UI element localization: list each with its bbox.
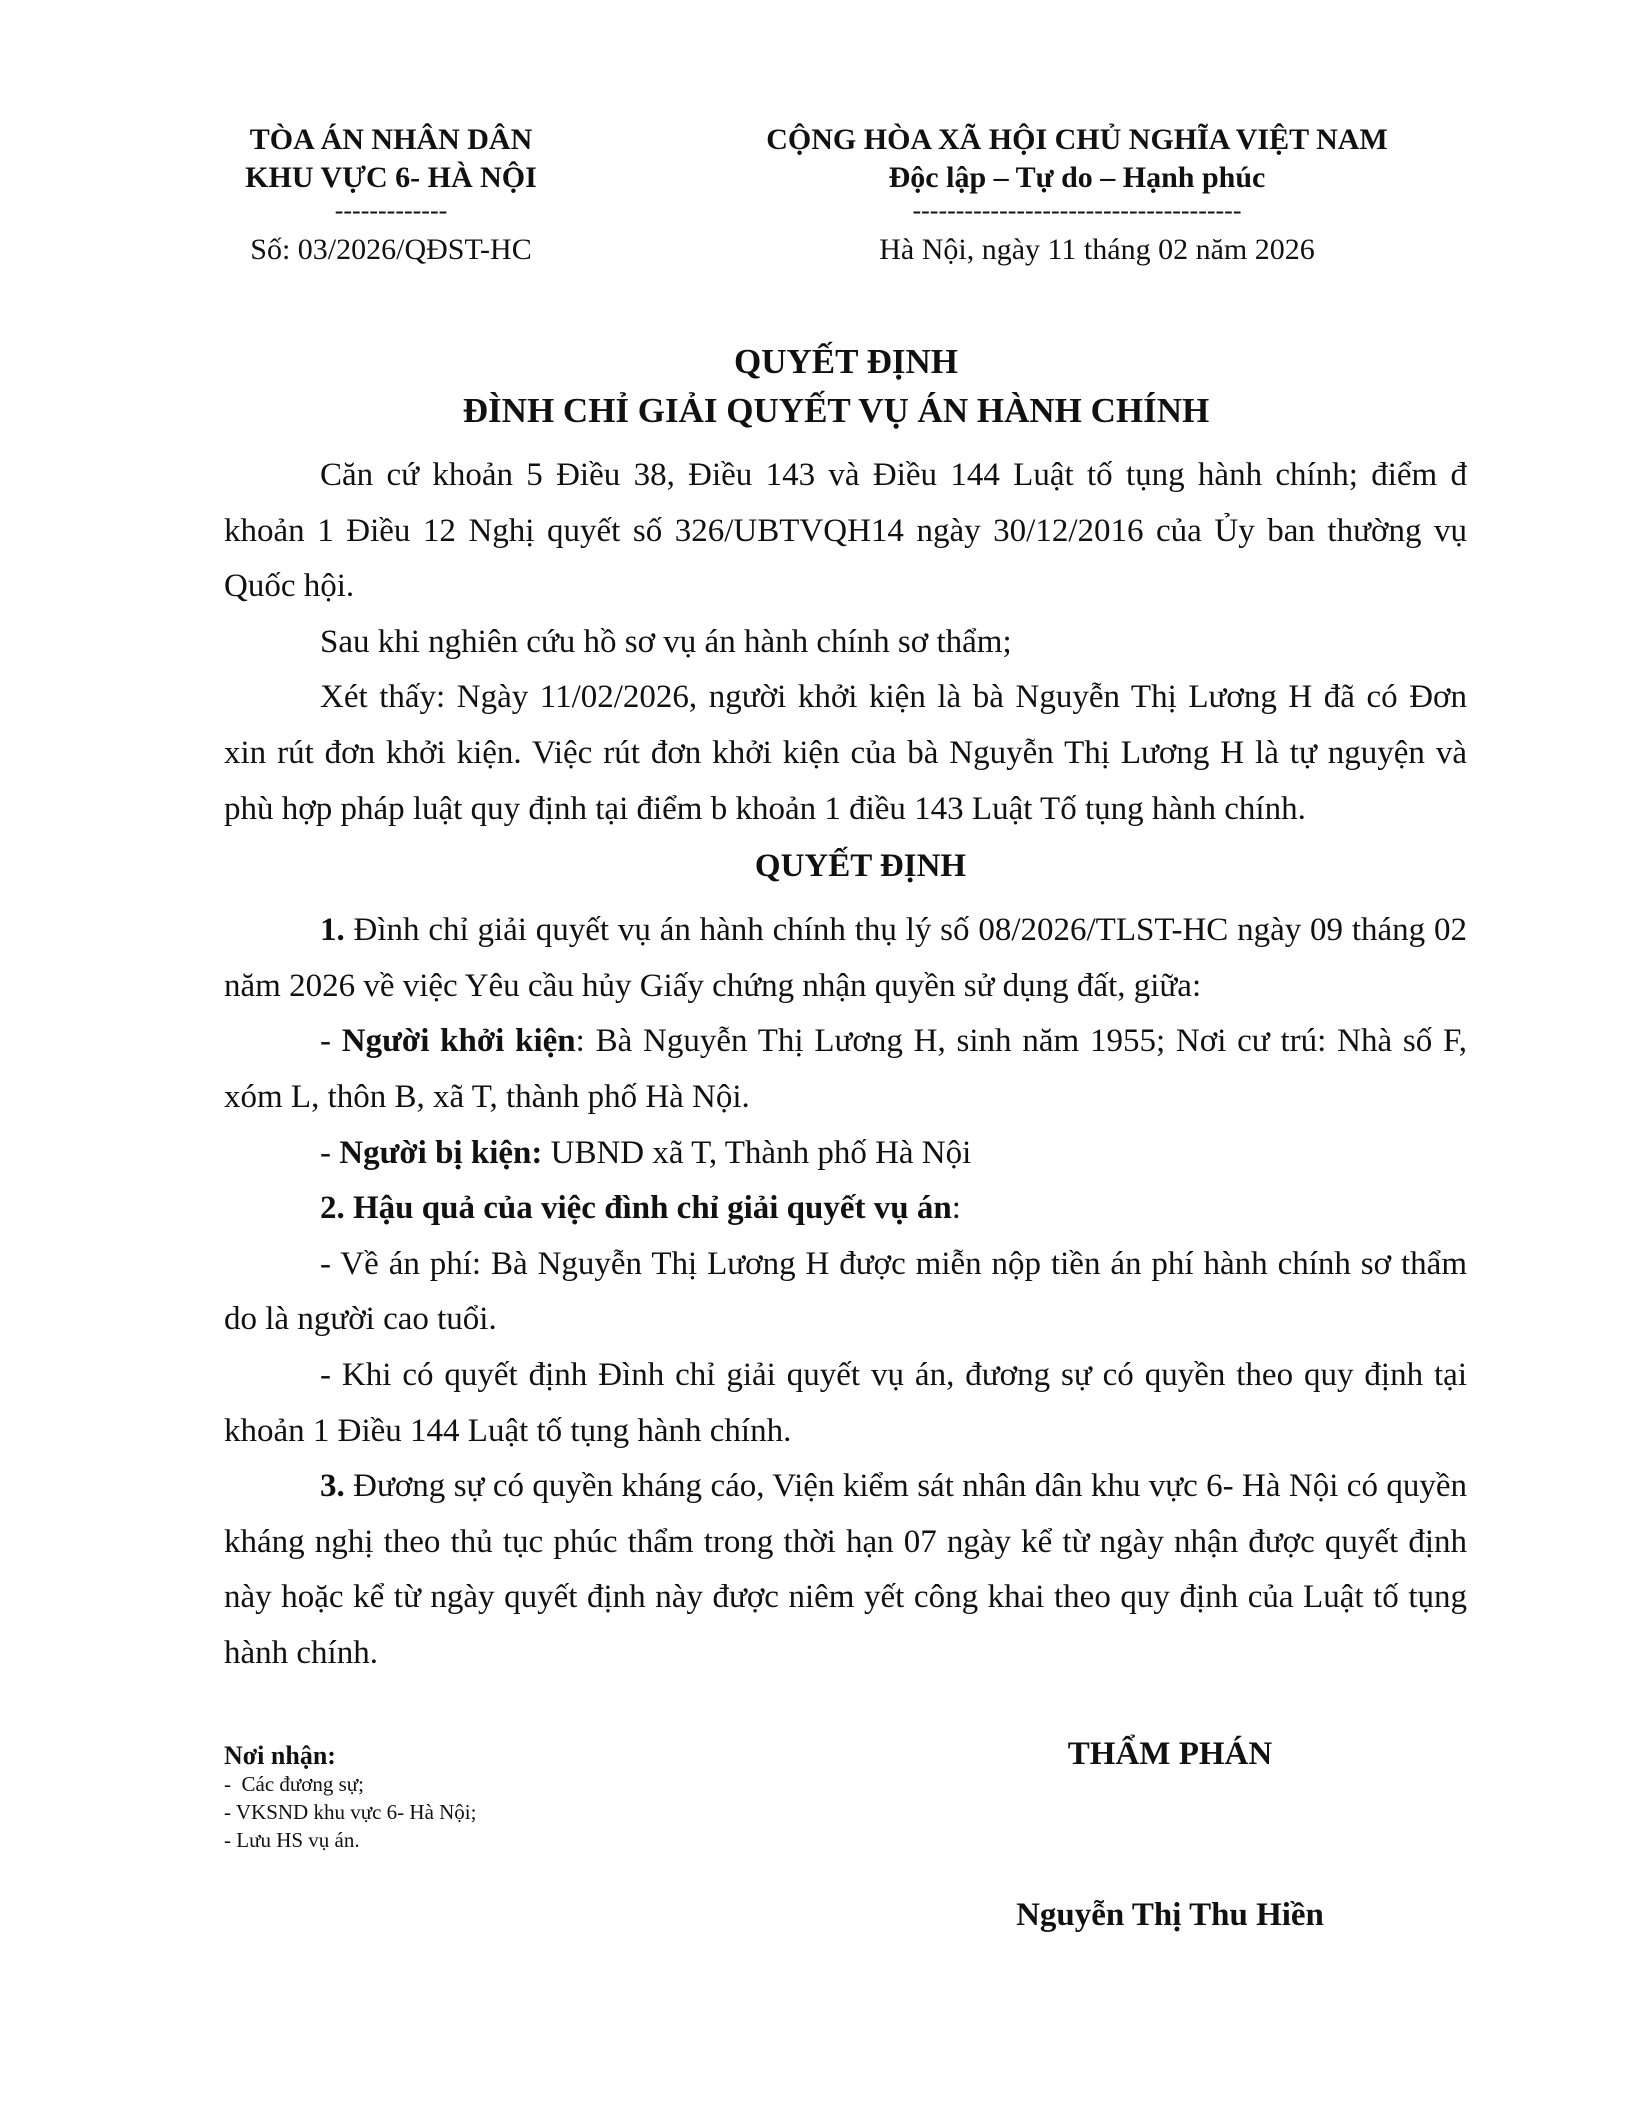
plaintiff-paragraph: - Người khởi kiện: Bà Nguyễn Thị Lương H, sinh năm 1955; Nơi cư trú: Nhà số F, xóm L, thôn B, xã T, thành phố Hà Nội. xyxy=(224,1023,1467,1115)
legal-basis-paragraph: Căn cứ khoản 5 Điều 38, Điều 143 và Điều 144 Luật tố tụng hành chính; điểm đ khoản 1 Điều 12 Nghị quyết số 326/UBTVQH14 ngày 30/12/2016 của Ủy ban thường vụ Quốc hội. xyxy=(224,457,1467,605)
decision-item-2: 2. Hậu quả của việc đình chỉ giải quyết vụ án: xyxy=(320,1190,961,1227)
signer-name: Nguyễn Thị Thu Hiền xyxy=(1016,1897,1324,1933)
defendant-label: Người bị kiện: xyxy=(339,1134,543,1171)
document-body xyxy=(224,448,1467,1681)
court-region: KHU VỰC 6- HÀ NỘI xyxy=(245,161,537,194)
fee-paragraph: - Về án phí: Bà Nguyễn Thị Lương H được miễn nộp tiền án phí hành chính sơ thẩm do là người cao tuổi. xyxy=(224,1245,1467,1338)
recipients-title: Nơi nhận: xyxy=(224,1741,336,1770)
item-1-number: 1. xyxy=(320,912,345,949)
document-title: QUYẾT ĐỊNH xyxy=(734,342,958,381)
decision-item-1 xyxy=(224,903,1467,1014)
signer-role: THẨM PHÁN xyxy=(1067,1736,1273,1772)
document-date: Hà Nội, ngày 11 tháng 02 năm 2026 xyxy=(879,233,1315,266)
decision-number: Số: 03/2026/QĐST-HC xyxy=(250,233,532,266)
recipient-item: - Lưu HS vụ án. xyxy=(224,1828,360,1852)
rights-paragraph: - Khi có quyết định Đình chỉ giải quyết vụ án, đương sự có quyền theo quy định tại khoản 1 Điều 144 Luật tố tụng hành chính. xyxy=(224,1356,1467,1449)
plaintiff-label: Người khởi kiện xyxy=(341,1023,576,1060)
national-header xyxy=(720,121,1434,267)
item-3-number: 3. xyxy=(320,1468,345,1505)
recipient-item: - Các đương sự; xyxy=(224,1772,365,1796)
recipient-item: - VKSND khu vực 6- Hà Nội; xyxy=(224,1800,477,1824)
national-motto: Độc lập – Tự do – Hạnh phúc xyxy=(888,161,1266,194)
recipients-block xyxy=(224,1742,744,1854)
item-2-number: 2 xyxy=(320,1190,337,1227)
national-title: CỘNG HÒA XÃ HỘI CHỦ NGHĨA VIỆT NAM xyxy=(766,123,1388,156)
defendant-text: UBND xã T, Thành phố Hà Nội xyxy=(542,1134,972,1171)
review-paragraph: Sau khi nghiên cứu hồ sơ vụ án hành chính sơ thẩm; xyxy=(320,623,1012,660)
item-2-heading: . Hậu quả của việc đình chỉ giải quyết vụ án xyxy=(336,1190,952,1227)
header-divider-left: ------------- xyxy=(334,196,448,225)
plaintiff-text: : Bà Nguyễn Thị Lương H, sinh năm 1955; Nơi cư trú: Nhà số F, xóm L, thôn B, xã T, thành phố Hà Nội. xyxy=(224,1023,1467,1115)
item-3-text: Đương sự có quyền kháng cáo, Viện kiểm sát nhân dân khu vực 6- Hà Nội có quyền kháng nghị theo thủ tục phúc thẩm trong thời hạn 07 ngày kể từ ngày nhận được quyết định này hoặc kể từ ngày quyết định này được niêm yết công khai theo quy định của Luật tố tụng hành chính. xyxy=(224,1468,1467,1671)
court-header xyxy=(191,121,591,267)
decision-item-3 xyxy=(224,1459,1467,1681)
header-divider-right: -------------------------------------- xyxy=(912,196,1242,225)
decision-heading: QUYẾT ĐỊNH xyxy=(754,848,967,885)
document-subtitle: ĐÌNH CHỈ GIẢI QUYẾT VỤ ÁN HÀNH CHÍNH xyxy=(462,391,1210,430)
court-name: TÒA ÁN NHÂN DÂN xyxy=(249,123,533,156)
item-1-text: Đình chỉ giải quyết vụ án hành chính thụ lý số 08/2026/TLST-HC ngày 09 tháng 02 năm 2026 về việc Yêu cầu hủy Giấy chứng nhận quyền sử dụng đất, giữa: xyxy=(224,912,1467,1004)
finding-paragraph: Xét thấy: Ngày 11/02/2026, người khởi kiện là bà Nguyễn Thị Lương H đã có Đơn xin rút đơn khởi kiện. Việc rút đơn khởi kiện của bà Nguyễn Thị Lương H là tự nguyện và phù hợp pháp luật quy định tại điểm b khoản 1 điều 143 Luật Tố tụng hành chính. xyxy=(224,679,1467,827)
defendant-paragraph: - Người bị kiện: UBND xã T, Thành phố Hà Nội xyxy=(320,1134,972,1171)
